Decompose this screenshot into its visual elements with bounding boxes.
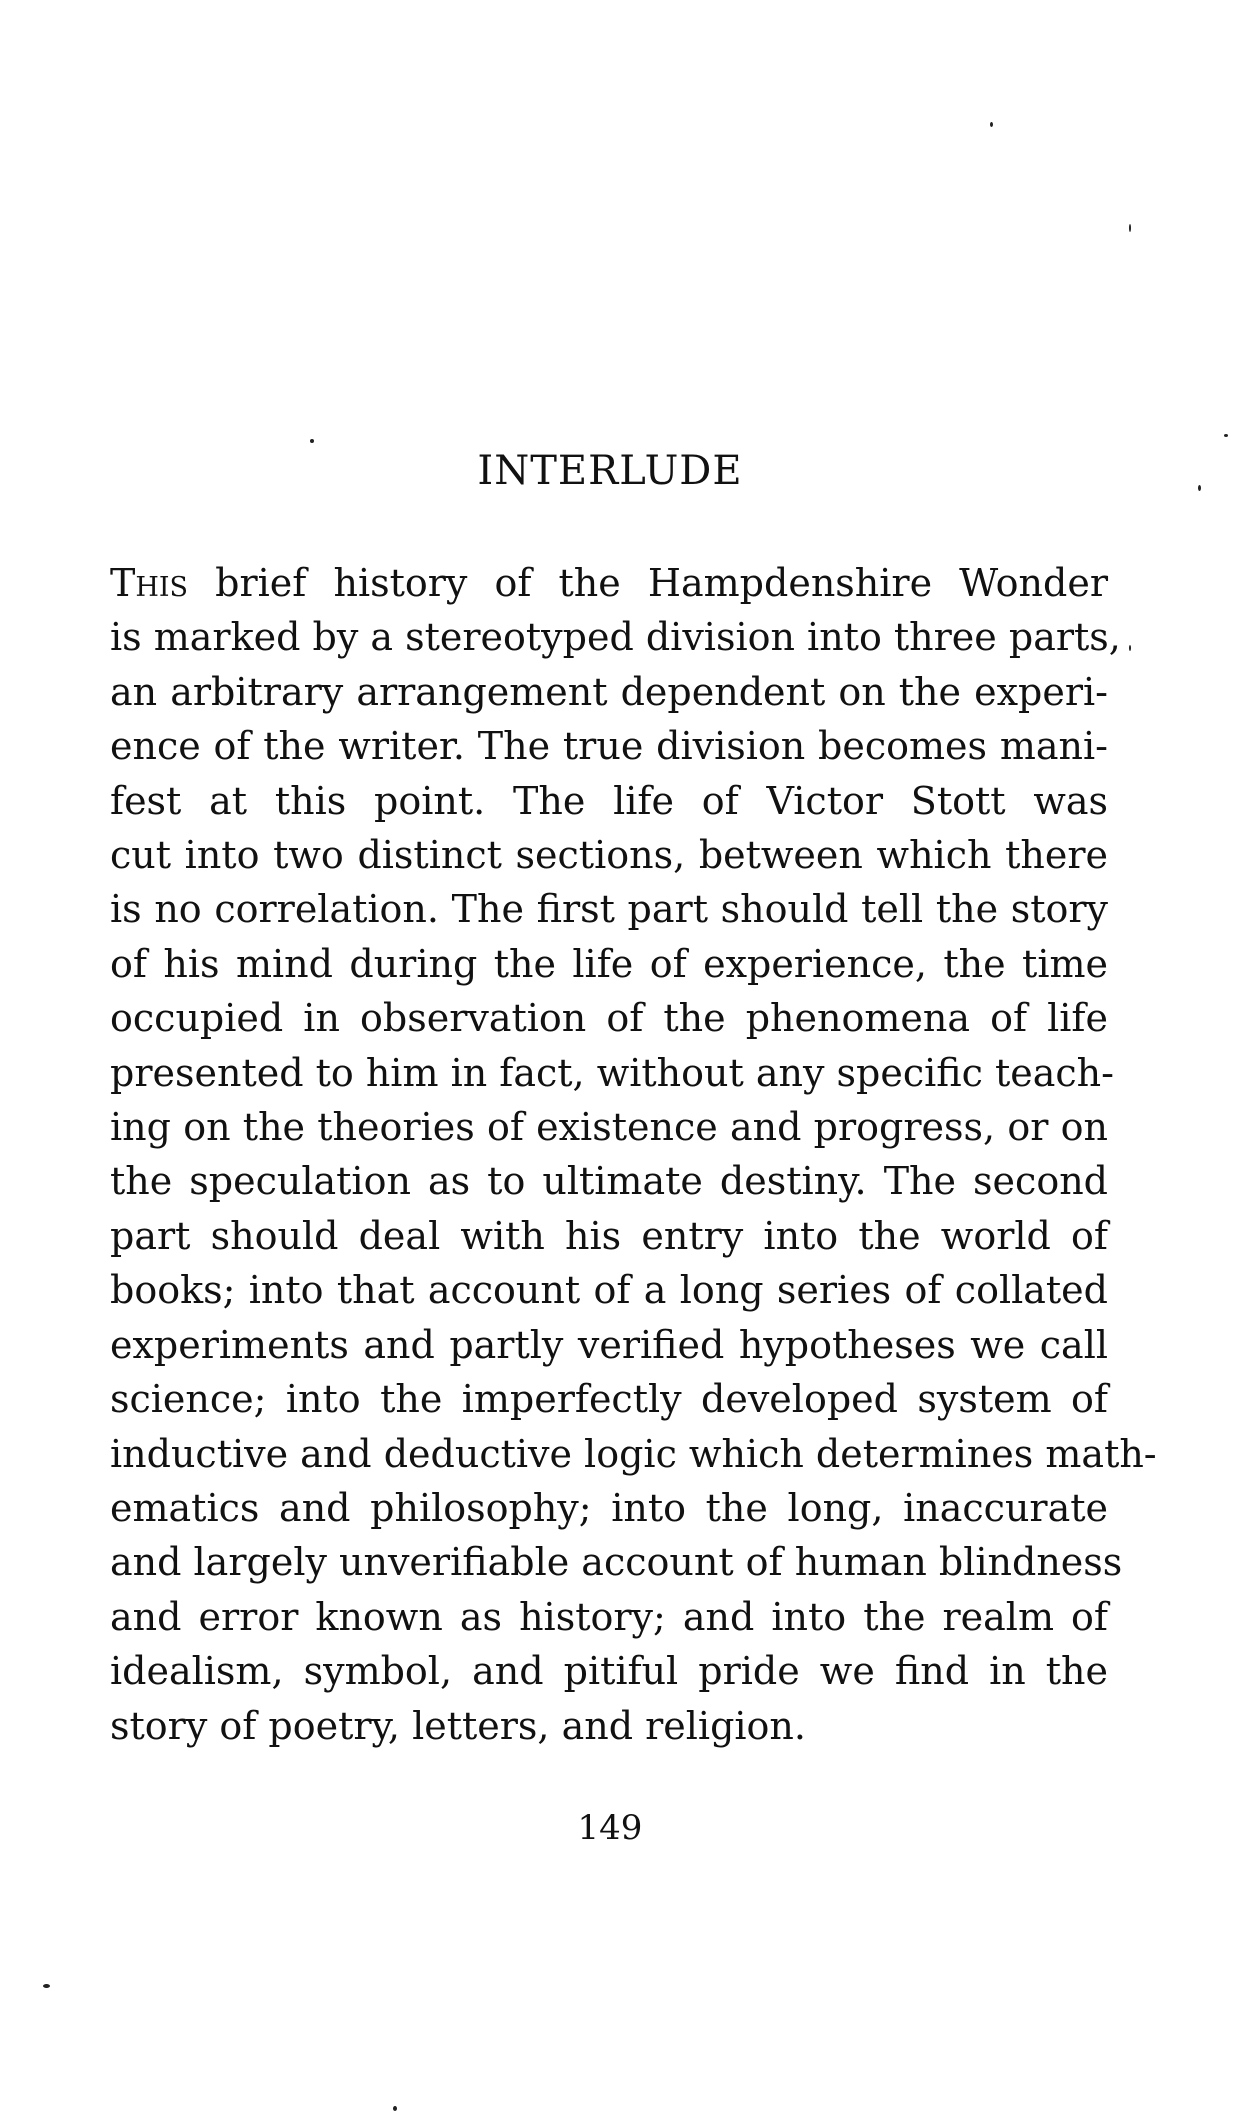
text-line: This brief history of the Hampdenshire Wonder xyxy=(110,561,1108,605)
text-line: an arbitrary arrangement dependent on the experi- xyxy=(110,669,1108,714)
text-line: is no correlation. The first part should tell the story xyxy=(110,887,1108,932)
text-line: part should deal with his entry into the world of xyxy=(110,1213,1108,1258)
text-line: and largely unverifiable account of human blindness xyxy=(110,1540,1123,1585)
text-line: presented to him in fact, without any specific teach- xyxy=(110,1050,1114,1095)
text-line: ence of the writer. The true division becomes mani- xyxy=(110,724,1108,769)
text-line: inductive and deductive logic which determines math- xyxy=(110,1431,1157,1476)
body-paragraph xyxy=(110,556,1157,1753)
page-number: 149 xyxy=(577,1808,643,1848)
text-line: experiments and partly verified hypotheses we call xyxy=(110,1322,1108,1367)
chapter-heading: INTERLUDE xyxy=(477,448,743,494)
scan-speck xyxy=(1129,645,1131,651)
scan-speck xyxy=(310,439,314,443)
scan-speck xyxy=(43,1984,50,1988)
text-line: ematics and philosophy; into the long, inaccurate xyxy=(110,1485,1108,1530)
text-line: occupied in observation of the phenomena of life xyxy=(110,996,1108,1041)
text-line: idealism, symbol, and pitiful pride we find in the xyxy=(110,1649,1108,1694)
text-line: and error known as history; and into the realm of xyxy=(110,1594,1108,1639)
text-line: science; into the imperfectly developed system of xyxy=(110,1377,1108,1422)
text-line: of his mind during the life of experience, the time xyxy=(110,941,1108,986)
scan-speck xyxy=(1224,434,1228,437)
text-line: the speculation as to ultimate destiny. The second xyxy=(110,1159,1108,1204)
scan-speck xyxy=(1129,224,1131,232)
scan-speck xyxy=(990,122,993,127)
text-line: is marked by a stereotyped division into three parts, xyxy=(110,615,1121,660)
text-line: story of poetry, letters, and religion. xyxy=(110,1703,806,1748)
text-line: cut into two distinct sections, between which there xyxy=(110,833,1108,878)
first-word: This xyxy=(110,561,189,605)
text-line: books; into that account of a long series of collated xyxy=(110,1268,1108,1313)
scan-speck xyxy=(393,2106,397,2111)
text-line: ing on the theories of existence and progress, or on xyxy=(110,1105,1108,1150)
scan-speck xyxy=(1198,485,1201,491)
text-line: fest at this point. The life of Victor Stott was xyxy=(110,778,1108,823)
